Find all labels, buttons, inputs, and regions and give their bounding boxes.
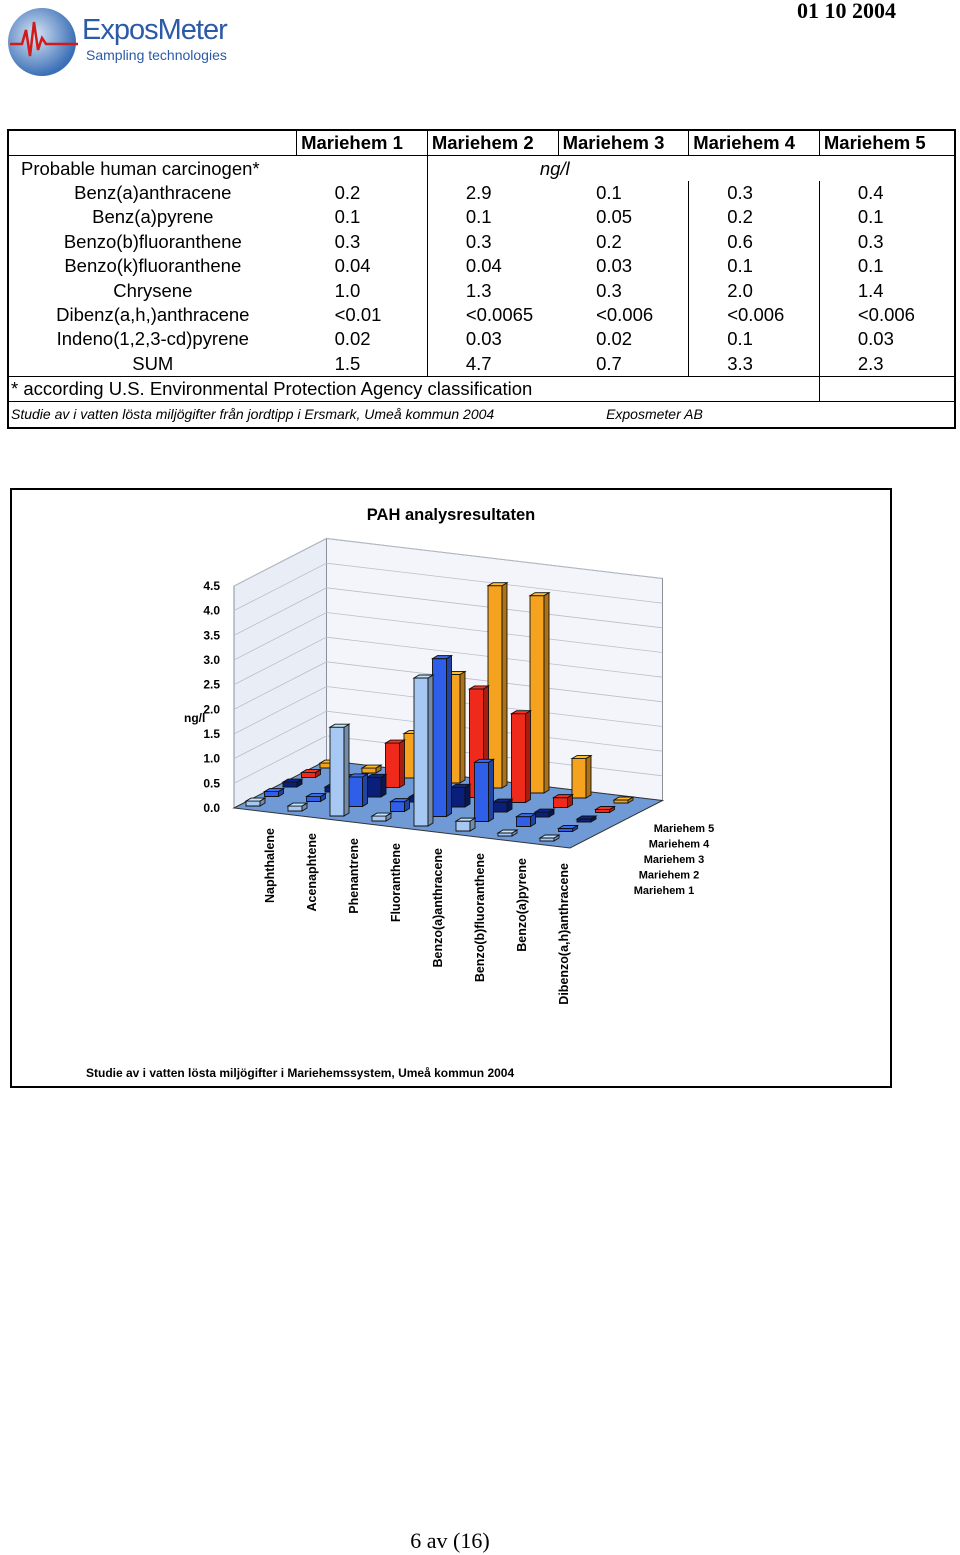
- bar: [391, 799, 410, 812]
- row-label: Indeno(1,2,3-cd)pyrene: [56, 328, 249, 350]
- table-header-row: [8, 130, 955, 156]
- table-row: [8, 230, 955, 254]
- bar-face: [381, 774, 386, 797]
- y-tick-label: 2.5: [203, 677, 220, 692]
- bar-face: [517, 817, 531, 827]
- table-cell: 0.2: [689, 205, 820, 229]
- bar-face: [349, 777, 363, 807]
- bar-face: [283, 782, 297, 787]
- bar: [517, 814, 536, 827]
- bar-face: [554, 798, 568, 808]
- table-cell: 0.02: [596, 328, 633, 350]
- table-cell: 0.1: [427, 205, 558, 229]
- company-logo: [6, 4, 246, 78]
- bar: [362, 765, 381, 773]
- table-cell: 0.4: [819, 181, 955, 205]
- bar-face: [433, 659, 447, 817]
- table-row: [8, 327, 955, 351]
- bar-face: [372, 816, 386, 821]
- bar-face: [535, 812, 549, 817]
- bar: [475, 759, 494, 821]
- bar-face: [288, 806, 302, 811]
- bar-face: [475, 762, 489, 821]
- bar-face: [488, 586, 502, 788]
- bar-face: [447, 656, 452, 817]
- column-header: Mariehem 1: [297, 130, 428, 156]
- legend-entry: Mariehem 5: [653, 823, 715, 835]
- category-label: Benzo(b)fluoranthene: [473, 853, 487, 983]
- bar-face: [456, 821, 470, 831]
- bar-face: [246, 801, 260, 806]
- bar: [307, 794, 326, 802]
- pah-chart: [10, 488, 892, 1088]
- y-tick-label: 4.0: [203, 603, 220, 618]
- bar: [349, 774, 368, 807]
- y-tick-label: 4.5: [203, 579, 220, 593]
- table-cell: <0.006: [819, 303, 955, 327]
- bar-face: [465, 784, 470, 807]
- table-cell: 4.7: [427, 352, 558, 377]
- table-cell: 2.9: [427, 181, 558, 205]
- bar-face: [526, 711, 531, 803]
- bar-face: [544, 593, 549, 793]
- group-label: Probable human carcinogen*: [8, 156, 297, 181]
- table-cell: 0.05: [596, 206, 633, 228]
- bar: [488, 583, 507, 788]
- bar-face: [572, 759, 586, 798]
- bar: [540, 835, 559, 841]
- table-cell: 1.5: [334, 352, 361, 374]
- table-cell: 0.2: [334, 181, 361, 203]
- bar: [451, 784, 470, 807]
- bar: [535, 809, 554, 817]
- table-cell: 0.3: [819, 230, 955, 254]
- table-cell: 1.3: [427, 278, 558, 302]
- table-cell: 2.0: [689, 278, 820, 302]
- table-cell: 0.6: [689, 230, 820, 254]
- chart-title: PAH analysresultaten: [366, 506, 536, 524]
- table-cell: <0.006: [596, 303, 654, 325]
- logo-name: ExposMeter: [82, 14, 227, 46]
- bar-face: [493, 802, 507, 812]
- category-label: Fluoranthene: [389, 843, 403, 923]
- table-cell: 1.4: [819, 278, 955, 302]
- bar: [246, 798, 265, 806]
- table-cell: 0.3: [689, 181, 820, 205]
- row-label: SUM: [132, 352, 174, 374]
- bar: [288, 803, 307, 811]
- note-row: [8, 376, 955, 401]
- bar-face: [386, 743, 400, 787]
- bar: [614, 797, 633, 803]
- document-date: 01 10 2004: [797, 0, 896, 23]
- table-cell: 0.1: [689, 327, 820, 351]
- bar-face: [451, 787, 465, 807]
- row-label: Dibenz(a,h,)anthracene: [56, 303, 250, 325]
- bar-face: [391, 802, 405, 812]
- column-header: Mariehem 5: [819, 130, 955, 156]
- bar-face: [502, 583, 507, 788]
- table-cell: 0.1: [596, 181, 622, 203]
- bar: [330, 724, 349, 816]
- y-tick-label: 2.0: [203, 702, 220, 717]
- bar: [512, 711, 531, 803]
- table-cell: 0.1: [819, 205, 955, 229]
- table-cell: <0.0065: [427, 303, 558, 327]
- table-cell: 3.3: [689, 352, 820, 377]
- bar: [386, 740, 405, 787]
- row-label: Chrysene: [113, 279, 193, 301]
- table-cell: 0.03: [427, 327, 558, 351]
- bar: [559, 826, 578, 832]
- table-row: [8, 205, 955, 229]
- category-label: Naphthalene: [263, 828, 277, 904]
- y-tick-label: 3.0: [203, 653, 220, 667]
- footer-company: Exposmeter AB: [558, 402, 955, 428]
- y-tick-label: 1.0: [203, 751, 220, 766]
- bar-face: [363, 774, 368, 807]
- table-row: [8, 181, 955, 205]
- table-cell: 0.7: [596, 352, 622, 374]
- pah-results-table: [7, 129, 956, 429]
- table-row: [8, 278, 955, 302]
- bar-face: [367, 777, 381, 797]
- category-label: Benzo(a)pyrene: [515, 858, 529, 952]
- bar-face: [460, 671, 465, 783]
- bar: [498, 830, 517, 836]
- column-header: Mariehem 2: [427, 130, 558, 156]
- table-cell: 0.04: [334, 255, 371, 277]
- bar-face: [362, 768, 376, 773]
- bar: [283, 779, 302, 787]
- legend-entry: Mariehem 3: [643, 854, 705, 866]
- bar: [493, 799, 512, 812]
- y-axis-label: ng/l: [184, 711, 206, 725]
- table-cell: <0.01: [334, 303, 382, 325]
- bar: [265, 789, 284, 797]
- y-tick-label: 3.5: [203, 628, 220, 643]
- bar-face: [302, 773, 316, 778]
- table-cell: 0.03: [596, 255, 633, 277]
- table-row: [8, 352, 955, 377]
- bar: [530, 593, 549, 793]
- table-cell: 0.03: [819, 327, 955, 351]
- bar: [456, 818, 475, 831]
- bar-face: [400, 740, 405, 787]
- classification-note: * according U.S. Environmental Protection Agency classification: [8, 376, 819, 401]
- bar: [577, 816, 596, 822]
- row-label: Benzo(b)fluoranthene: [63, 230, 242, 252]
- table-cell: 0.2: [596, 230, 622, 252]
- table-body: [8, 181, 955, 377]
- table-cell: 2.3: [819, 352, 955, 377]
- bar-face: [512, 714, 526, 803]
- table-cell: 0.04: [427, 254, 558, 278]
- bar-face: [330, 727, 344, 816]
- table-cell: 0.3: [334, 230, 361, 252]
- bar-face: [265, 792, 279, 797]
- category-label: Phenantrene: [347, 838, 361, 914]
- bar-face: [414, 678, 428, 826]
- table-row: [8, 303, 955, 327]
- bar: [572, 756, 591, 798]
- row-label: Benz(a)anthracene: [74, 181, 232, 203]
- table-row: [8, 254, 955, 278]
- table-cell: 0.1: [334, 206, 361, 228]
- group-row: [8, 156, 955, 181]
- column-header: Mariehem 3: [558, 130, 689, 156]
- legend-entry: Mariehem 2: [638, 869, 700, 882]
- bar: [367, 774, 386, 797]
- bar: [372, 813, 391, 821]
- bar-face: [307, 797, 321, 802]
- bar-face: [428, 675, 433, 826]
- footer-row: [8, 402, 955, 428]
- bar-face: [530, 596, 544, 793]
- chart-plot: [12, 490, 890, 1086]
- footer-study: Studie av i vatten lösta miljögifter från jordtipp i Ersmark, Umeå kommun 2004: [8, 402, 558, 428]
- chart-caption: Studie av i vatten lösta miljögifter i Mariehemssystem, Umeå kommun 2004: [86, 1066, 515, 1080]
- category-label: Dibenzo(a,h)anthracene: [557, 863, 571, 1005]
- page-number: 6 av (16): [410, 1528, 490, 1553]
- table-cell: <0.006: [689, 303, 820, 327]
- y-tick-label: 0.0: [203, 801, 220, 815]
- row-label: Benz(a)pyrene: [92, 206, 214, 228]
- bar: [554, 795, 573, 808]
- category-label: Acenaphtene: [305, 833, 319, 912]
- bar: [433, 656, 452, 817]
- logo-tagline: Sampling technologies: [86, 47, 227, 63]
- table-cell: 0.1: [819, 254, 955, 278]
- table-cell: 0.02: [334, 328, 371, 350]
- table-cell: 0.3: [596, 279, 622, 301]
- legend-entry: Mariehem 4: [648, 838, 710, 851]
- table-cell: 0.3: [427, 230, 558, 254]
- bar-face: [344, 724, 349, 816]
- bar-face: [586, 756, 591, 798]
- bar: [302, 770, 321, 778]
- bar-face: [489, 759, 494, 821]
- table-corner-cell: [8, 130, 297, 156]
- row-label: Benzo(k)fluoranthene: [64, 255, 242, 277]
- table-cell: 0.1: [689, 254, 820, 278]
- column-header: Mariehem 4: [689, 130, 820, 156]
- unit-label: ng/l: [427, 156, 955, 181]
- legend-entry: Mariehem 1: [633, 885, 695, 897]
- bar: [414, 675, 433, 826]
- table-cell: 1.0: [334, 279, 361, 301]
- y-tick-label: 0.5: [203, 776, 220, 791]
- logo-globe-icon: [6, 4, 82, 78]
- category-label: Benzo(a)anthracene: [431, 848, 445, 968]
- bar: [596, 807, 615, 813]
- y-tick-label: 1.5: [203, 727, 220, 741]
